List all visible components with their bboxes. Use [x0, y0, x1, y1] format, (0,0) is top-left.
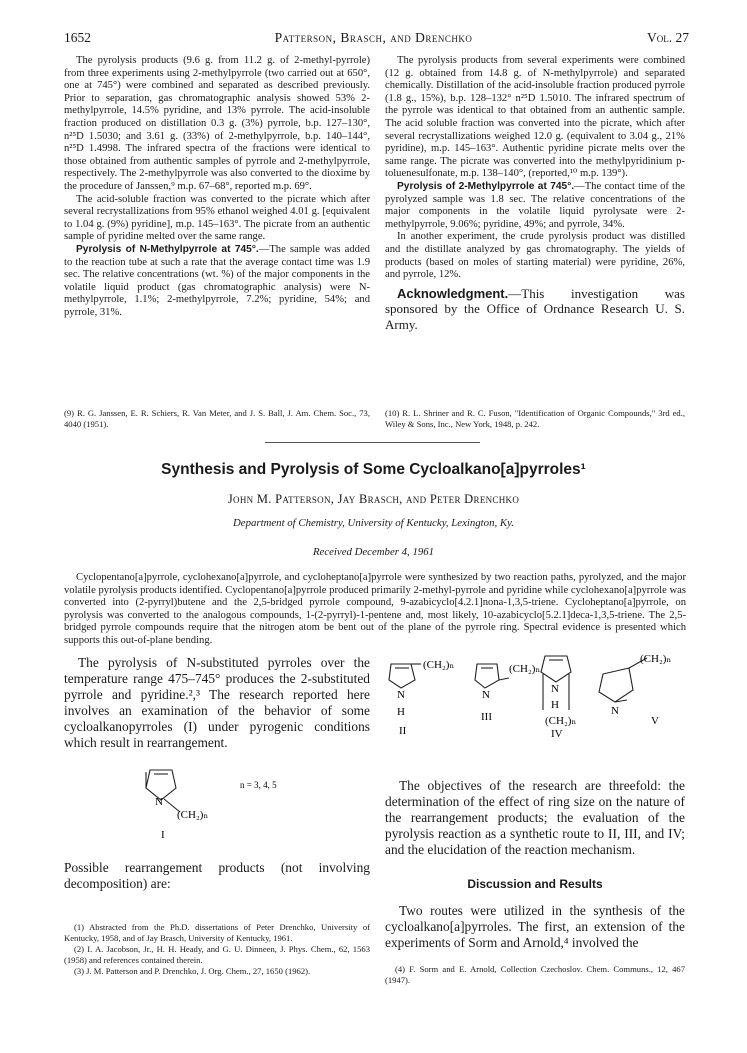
top-left-column	[64, 55, 370, 319]
hydrogen-label-iv: H	[551, 699, 559, 711]
structure-label-v: V	[651, 715, 659, 727]
footnote-1: (1) Abstracted from the Ph.D. dissertations of Peter Drenchko, University of Kentucky, 1958, and of Jay Brasch, University of Kentucky, 1961.	[64, 922, 370, 943]
footnote-2: (2) I. A. Jacobson, Jr., H. H. Heady, and G. U. Dinneen, J. Phys. Chem., 62, 1563 (1958) and references contained therein.	[64, 944, 370, 965]
footnote-4: (4) F. Sorm and E. Arnold, Collection Czechoslov. Chem. Communs., 12, 467 (1947).	[385, 964, 685, 985]
page-number: 1652	[64, 30, 91, 45]
received-date: Received December 4, 1961	[312, 546, 435, 558]
n-values: n = 3, 4, 5	[240, 780, 277, 790]
structure-label-iv: IV	[551, 728, 563, 740]
structure-label-i: I	[161, 829, 165, 841]
paragraph: The pyrolysis of N-substituted pyrroles over the temperature range 475–745° produces the 2-substituted pyrrole and pyridine.²,³ The research reported here involves an examination of the behavior of some cycloalkanopyrroles (I) under pyrogenic conditions which result in rearrangement.	[64, 655, 370, 750]
section-heading: Discussion and Results	[467, 877, 603, 891]
nitrogen-label-ii: N	[397, 689, 405, 701]
paragraph: The pyrolysis products from several experiments were combined (12 g. obtained from 14.8 g. of N-methylpyrrole) and separated chemically. Distillation of the acid-insoluble fraction produced pyrrole (1.8 g., 15%), b.p. 128–132° n²⁵D 1.5010. The infrared spectrum of the pyrrole was identical to that obtained from an authentic sample. The acid soluble fraction was converted into the picrate, which after several recrystallizations weighed 12.0 g. (equivalent to 3.04 g., 21% pyridine), m.p. 145–163°. Authentic pyridine picrate melts over the same range. The picrate was converted into the methylpyridinium p-toluenesulfonate, m.p. 138–140°, (reported,¹⁰ m.p. 139°).	[385, 55, 685, 180]
body-right-routes	[385, 903, 685, 951]
nitrogen-label-v: N	[611, 705, 619, 717]
ch2-group-v: (CH₂)ₙ	[640, 653, 672, 665]
ch2-group-ii: (CH₂)ₙ	[423, 659, 455, 671]
nitrogen-label-iii: N	[482, 689, 490, 701]
structure-label-ii: II	[399, 725, 407, 737]
nitrogen-label: N	[155, 796, 163, 808]
paragraph: Two routes were utilized in the synthesis of the cycloalkano[a]pyrroles. The first, an extension of the experiments of Sorm and Arnold,⁴ involved the	[385, 903, 685, 950]
article-title: Synthesis and Pyrolysis of Some Cycloalkano[a]pyrroles¹	[161, 461, 586, 478]
bottom-footnotes-left	[64, 922, 370, 978]
body-right-objectives	[385, 778, 685, 858]
ch2-group-iii: (CH₂)ₙ	[509, 663, 541, 675]
structure-i	[130, 760, 320, 850]
body-left-intro	[64, 655, 370, 751]
paragraph: Pyrolysis of 2-Methylpyrrole at 745°.—The contact time of the pyrolyzed sample was 1.8 sec. The relative concentrations of the major components in the volatile liquid pyrolysate were 2-methylpyrrole, 9.06%; pyridine, 49%; and pyrrole, 34%.	[385, 180, 685, 230]
subheading: Acknowledgment.	[397, 285, 509, 301]
article-authors: John M. Patterson, Jay Brasch, and Peter Drenchko	[227, 492, 520, 506]
paragraph: In another experiment, the crude pyrolysis product was distilled and the distillate analyzed by gas chromatography. The yields of products (based on moles of starting material) were pyridine, 26%, and pyrrole, 12%.	[385, 231, 685, 281]
footnote-3: (3) J. M. Patterson and P. Drenchko, J. Org. Chem., 27, 1650 (1962).	[74, 966, 311, 976]
footnote-10: (10) R. L. Shriner and R. C. Fuson, "Identification of Organic Compounds," 3rd ed., Wiley & Sons, Inc., New York, 1948, p. 242.	[385, 408, 685, 429]
running-title: Patterson, Brasch, and Drenchko	[274, 30, 473, 45]
ch2-group-iv: (CH₂)ₙ	[545, 715, 577, 727]
divider	[265, 442, 480, 443]
acknowledgment: Acknowledgment.—This investigation was sponsored by the Office of Ordnance Research U. S. Army.	[385, 285, 685, 332]
volume: Vol. 27	[647, 30, 689, 45]
paragraph: Pyrolysis of N-Methylpyrrole at 745°.—The sample was added to the reaction tube at such a rate that the average contact time was 1.9 sec. The relative concentrations (wt. %) of the major components in the volatile liquid product (gas chromatographic analysis) were N-methylpyrrole, 1.1%; 2-methylpyrrole, 7.2%; pyridine, 54%; and pyrrole, 31%.	[64, 243, 370, 318]
nitrogen-label-iv: N	[551, 683, 559, 695]
structures-ii-v	[385, 650, 695, 742]
ch2-group: (CH₂)ₙ	[177, 809, 209, 821]
paragraph: The objectives of the research are threefold: the determination of the effect of ring size on the nature of the rearrangement products; the evaluation of the pyrolysis reaction as a synthetic route to II, III, and IV; and the elucidation of the reaction mechanism.	[385, 778, 685, 857]
body-left-possible	[64, 860, 370, 892]
paragraph: The acid-soluble fraction was converted to the picrate which after several recrystallizations from 95% ethanol weighed 4.01 g. [equivalent to 1.04 g. (9%) pyridine], m.p. 145–163°. The picrate from an authentic sample of pyridine melted over the same range.	[64, 193, 370, 243]
footnote-9: (9) R. G. Janssen, E. R. Schiers, R. Van Meter, and J. S. Ball, J. Am. Chem. Soc., 73, 4040 (1951).	[64, 408, 370, 429]
paragraph: Possible rearrangement products (not involving decomposition) are:	[64, 860, 370, 891]
subheading: Pyrolysis of N-Methylpyrrole at 745°.	[76, 243, 259, 255]
bottom-footnotes-right	[385, 964, 685, 986]
paragraph: The pyrolysis products (9.6 g. from 11.2 g. of 2-methyl-pyrrole) from three experiments using 2-methylpyrrole (two carried out at 650°, one at 745°) were combined and separated as described previously. Prior to separation, gas chromatographic analysis showed 53% 2-methylpyrrole, 14.5% pyridine, and 13% pyrrole. The acid-insoluble fraction produced on distillation 0.3 g. (3%) pyrrole, b.p. 127–130°, n²⁵D 1.5030; and 3.61 g. (33%) of 2-methylpyrrole, b.p. 140–144°, n²⁵D 1.4998. The infrared spectra of the fractions were identical to those obtained from authentic samples of pyrrole and 2-methylpyrrole, respectively. The 2-methylpyrrole was also converted to the dioxime by the procedure of Janssen,⁹ m.p. 67–68°, reported m.p. 69°.	[64, 55, 370, 192]
subheading: Pyrolysis of 2-Methylpyrrole at 745°.	[397, 180, 575, 192]
structure-label-iii: III	[481, 711, 492, 723]
abstract: Cyclopentano[a]pyrrole, cyclohexano[a]pyrrole, and cycloheptano[a]pyrrole were synthesized by two reaction paths, pyrolyzed, and the major volatile pyrolysis products identified. Cyclopentano[a]pyrrole produced primarily 2-methyl-pyrrole and pyridine while cyclohexano[a]pyrrole was converted into (2-pyrryl)butene and the 2,5-bridged pyrrole compound, 9-azabicyclo[4.2.1]nona-1,3,5-triene. Cycloheptano[a]pyrrole, on pyrolysis was converted to the analogous compounds, 1-(2-pyrryl)-1-pentene and, most likely, 10-azabicyclo[5.2.1]deca-1,3,5-triene. The 2,5-bridged pyrrole compounds require that the nitrogen atom be bent out of the plane of the pyrrole ring. Spectral evidence is presented which supports this out-of-plane bending.	[64, 572, 686, 646]
top-right-column	[385, 55, 685, 332]
article-affiliation: Department of Chemistry, University of Kentucky, Lexington, Ky.	[233, 517, 514, 529]
hydrogen-label-ii: H	[397, 706, 405, 718]
